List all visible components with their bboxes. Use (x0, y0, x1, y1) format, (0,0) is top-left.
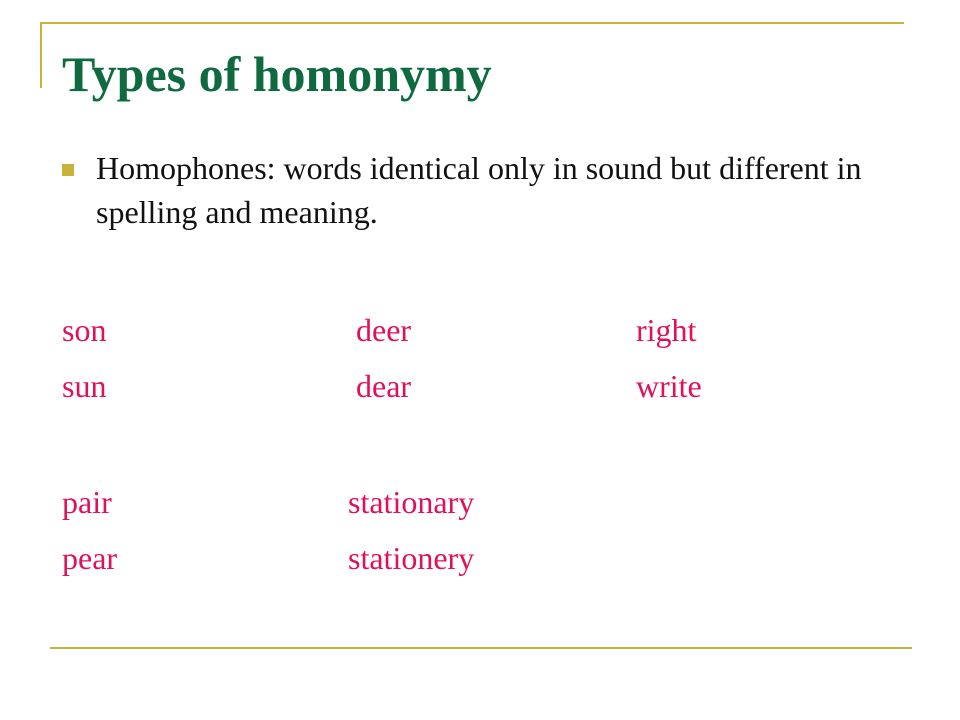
example-word: deer (356, 312, 412, 348)
example-word: stationery (348, 540, 475, 576)
example-word: right (636, 312, 697, 348)
slide-frame-top-line (40, 22, 904, 24)
slide-frame-bottom-line (50, 647, 912, 649)
slide-title: Types of homonymy (62, 46, 492, 102)
example-word: stationary (348, 484, 475, 520)
slide-frame-left-line (40, 22, 42, 88)
example-word: pair (62, 484, 112, 520)
example-word: dear (356, 368, 412, 404)
example-word: sun (62, 368, 107, 404)
bullet-text: Homophones: words identical only in sound but different in spelling and meaning. (96, 150, 862, 230)
example-word: pear (62, 540, 118, 576)
example-word: write (636, 368, 702, 404)
example-word: son (62, 312, 107, 348)
square-bullet-icon (62, 164, 74, 176)
